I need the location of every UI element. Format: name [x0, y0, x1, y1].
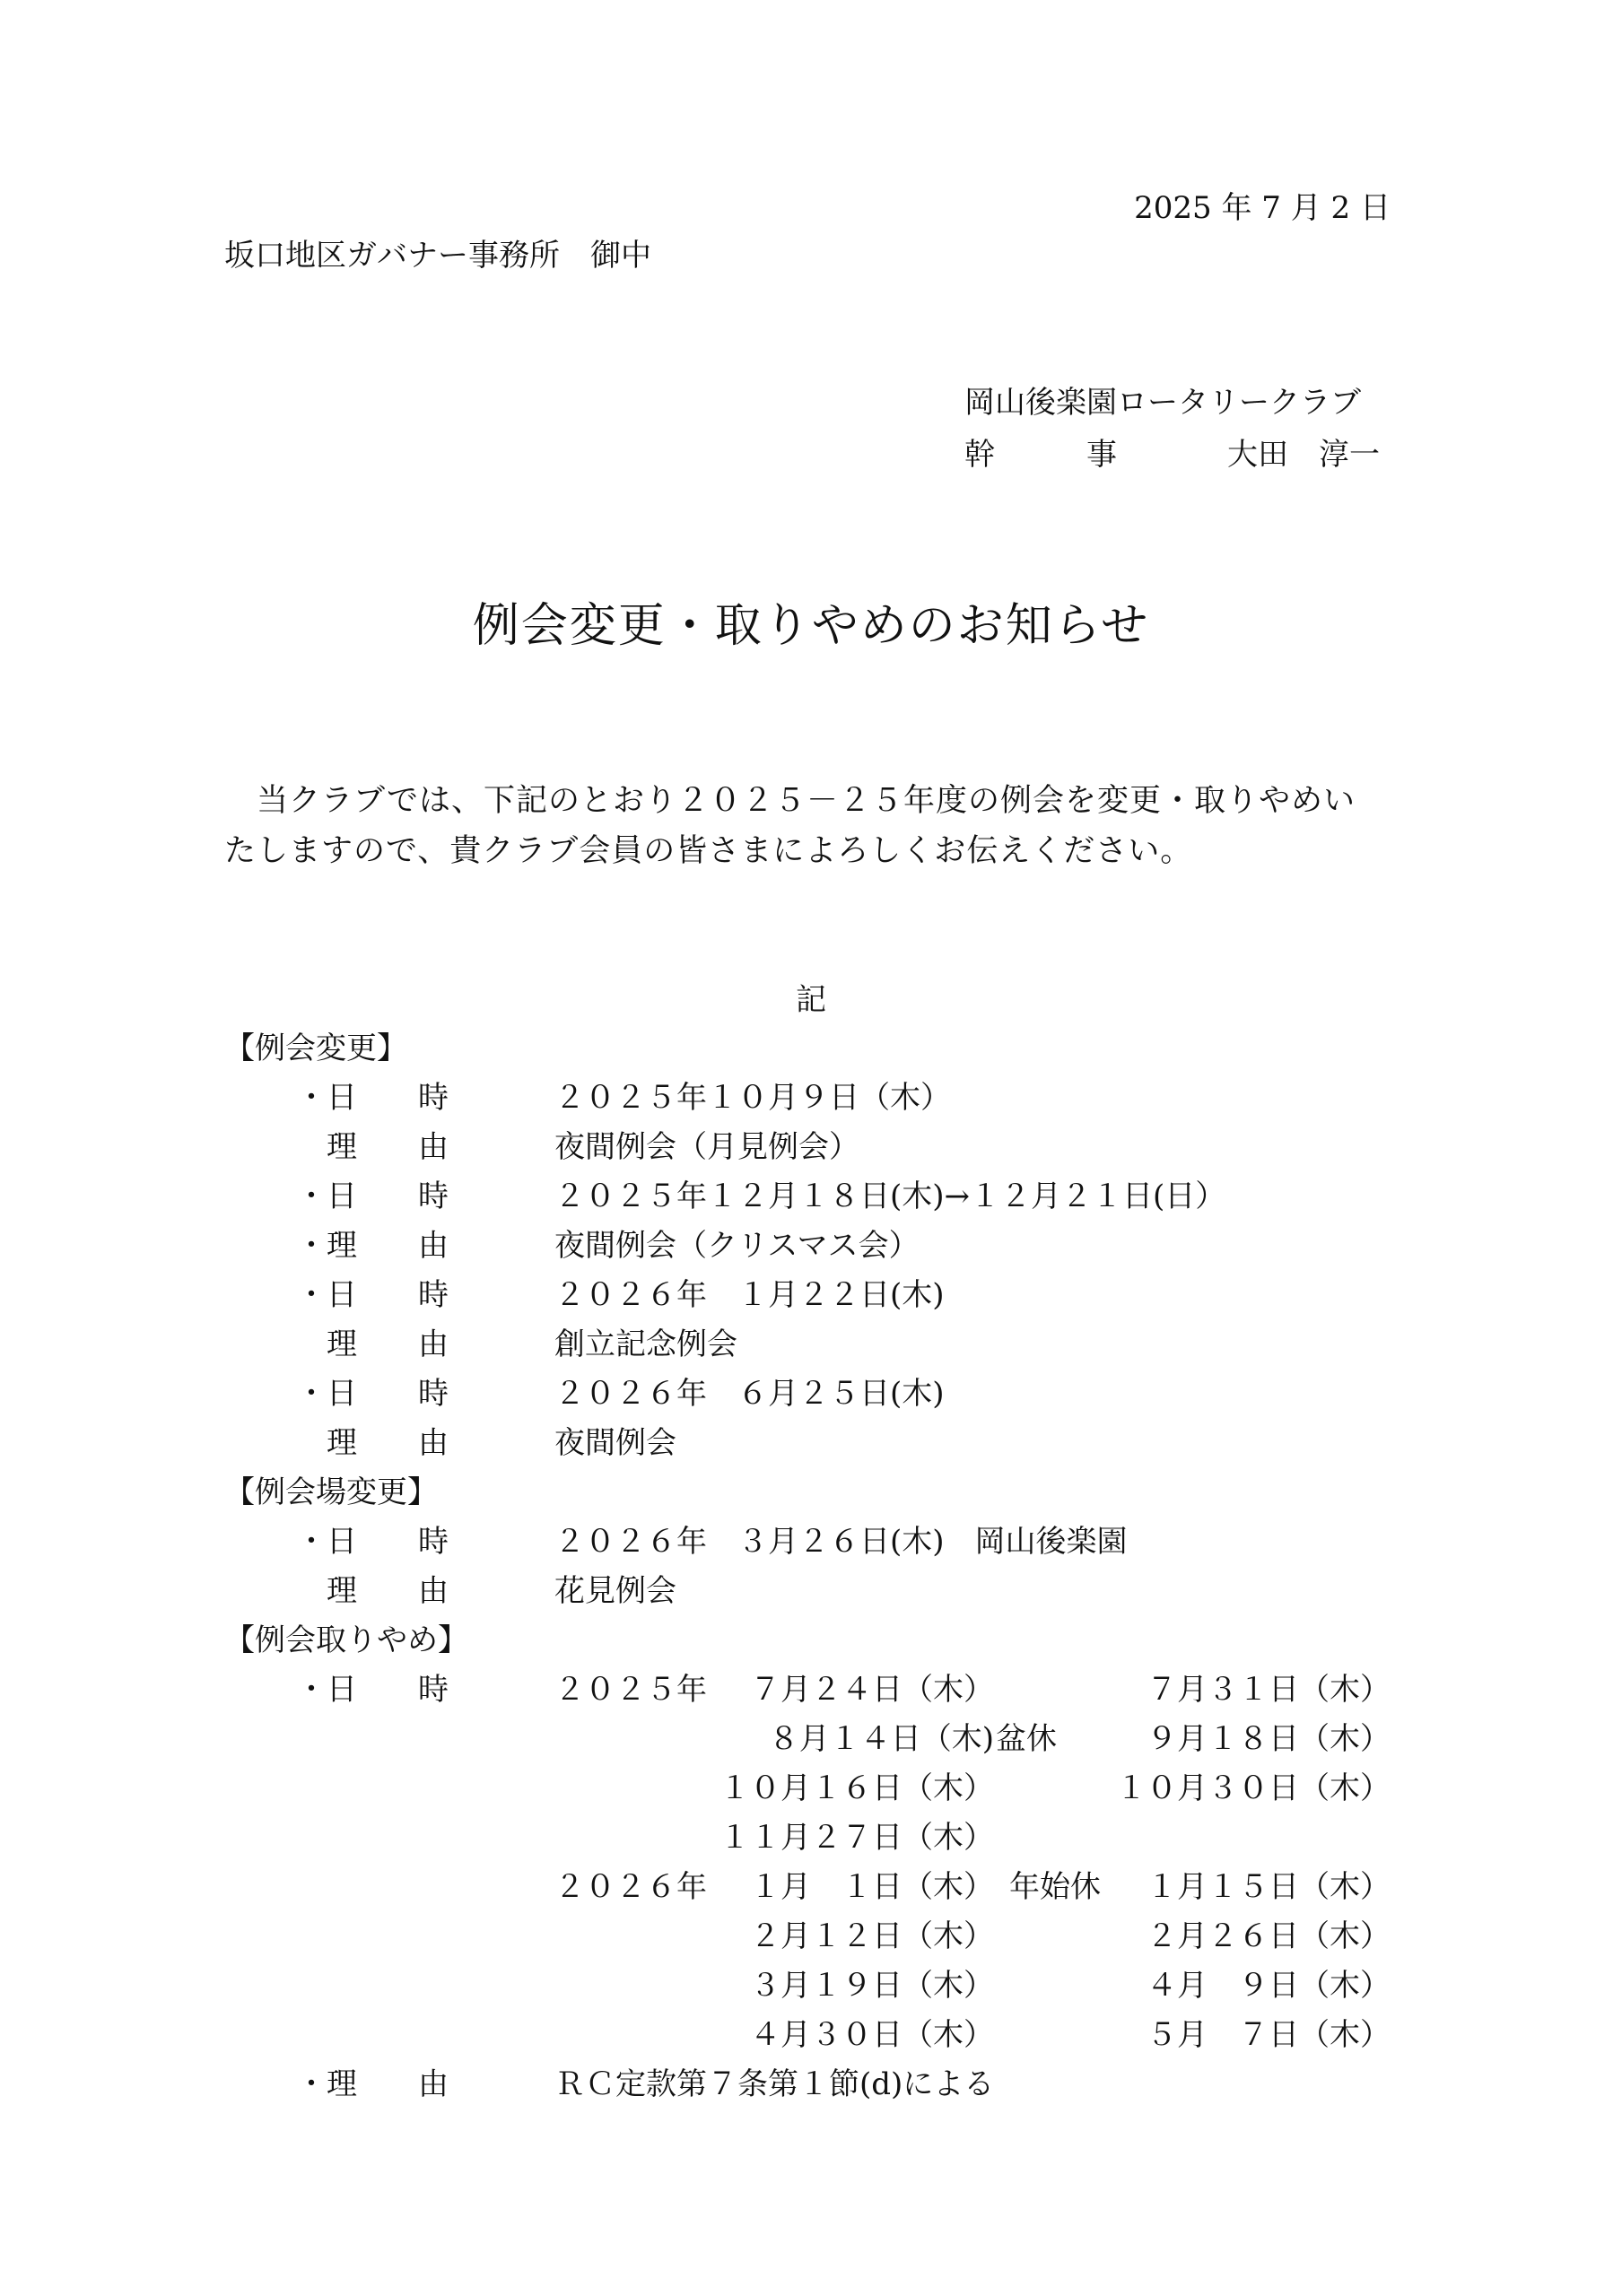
- cancel-date-note: 年始休: [1009, 1869, 1101, 1905]
- cancel-year-2026: ２０２６年: [554, 1869, 707, 1905]
- cancel-date-label: ・日 時: [296, 1672, 449, 1708]
- section-heading-change: 【例会変更】: [224, 1031, 407, 1066]
- change-value-2: 夜間例会（月見例会）: [554, 1129, 859, 1165]
- cancel-date-left: １１月２７日（木）: [719, 1820, 994, 1856]
- sender-role: 幹 事: [964, 437, 1117, 473]
- change-label-3: ・日 時: [296, 1178, 449, 1214]
- document-title: 例会変更・取りやめのお知らせ: [472, 599, 1150, 653]
- sender-name: 大田 淳一: [1227, 437, 1380, 473]
- cancel-date-right: １月１５日（木）: [1147, 1869, 1391, 1905]
- change-label-8: 理 由: [296, 1425, 449, 1461]
- document-date: 2025 年 7 月 2 日: [1134, 190, 1391, 226]
- cancel-date-left: ８月１４日（木): [768, 1721, 994, 1757]
- cancel-date-right: ９月１８日（木）: [1147, 1721, 1391, 1757]
- cancel-date-left: ２月１２日（木）: [750, 1918, 994, 1954]
- sender-organization: 岡山後楽園ロータリークラブ: [964, 385, 1361, 421]
- change-label-7: ・日 時: [296, 1376, 449, 1412]
- cancel-date-right: ４月 ９日（木）: [1147, 1968, 1391, 2004]
- cancel-reason-label: ・理 由: [296, 2066, 449, 2102]
- change-label-2: 理 由: [296, 1129, 449, 1165]
- change-value-6: 創立記念例会: [554, 1326, 737, 1362]
- venue-value-2: 花見例会: [554, 1573, 676, 1609]
- cancel-date-left: ４月３０日（木）: [750, 2017, 994, 2053]
- section-heading-venue: 【例会場変更】: [224, 1474, 438, 1510]
- recipient: 坂口地区ガバナー事務所 御中: [224, 238, 651, 274]
- change-label-1: ・日 時: [296, 1080, 449, 1116]
- change-value-3: ２０２５年１２月１８日(木)→１２月２１日(日）: [554, 1178, 1226, 1214]
- venue-label-2: 理 由: [296, 1573, 449, 1609]
- change-value-7: ２０２６年 ６月２５日(木): [554, 1376, 945, 1412]
- venue-label-1: ・日 時: [296, 1524, 449, 1560]
- intro-line-2: たしますので、貴クラブ会員の皆さまによろしくお伝えください。: [224, 833, 1193, 869]
- change-label-5: ・日 時: [296, 1277, 449, 1313]
- change-value-1: ２０２５年１０月９日（木）: [554, 1080, 951, 1116]
- ki-marker: 記: [796, 982, 826, 1018]
- change-value-5: ２０２６年 １月２２日(木): [554, 1277, 945, 1313]
- cancel-date-left: １月 １日（木）: [750, 1869, 994, 1905]
- cancel-date-right: ７月３１日（木）: [1147, 1672, 1391, 1708]
- change-label-6: 理 由: [296, 1326, 449, 1362]
- cancel-date-left: ７月２４日（木）: [750, 1672, 994, 1708]
- change-value-4: 夜間例会（クリスマス会）: [554, 1228, 920, 1264]
- intro-line-1: 当クラブでは、下記のとおり２０２５－２５年度の例会を変更・取りやめい: [224, 783, 1356, 819]
- cancel-date-left: ３月１９日（木）: [750, 1968, 994, 2004]
- cancel-date-note: 盆休: [996, 1721, 1057, 1757]
- change-label-4: ・理 由: [296, 1228, 449, 1264]
- cancel-date-right: ２月２６日（木）: [1147, 1918, 1391, 1954]
- cancel-date-right: １０月３０日（木）: [1116, 1770, 1391, 1806]
- cancel-date-left: １０月１６日（木）: [719, 1770, 994, 1806]
- cancel-year-2025: ２０２５年: [554, 1672, 707, 1708]
- cancel-reason-value: ＲＣ定款第７条第１節(d)による: [554, 2066, 995, 2102]
- venue-value-1: ２０２６年 ３月２６日(木) 岡山後楽園: [554, 1524, 1128, 1560]
- change-value-8: 夜間例会: [554, 1425, 676, 1461]
- section-heading-cancel: 【例会取りやめ】: [224, 1622, 468, 1658]
- cancel-date-right: ５月 ７日（木）: [1147, 2017, 1391, 2053]
